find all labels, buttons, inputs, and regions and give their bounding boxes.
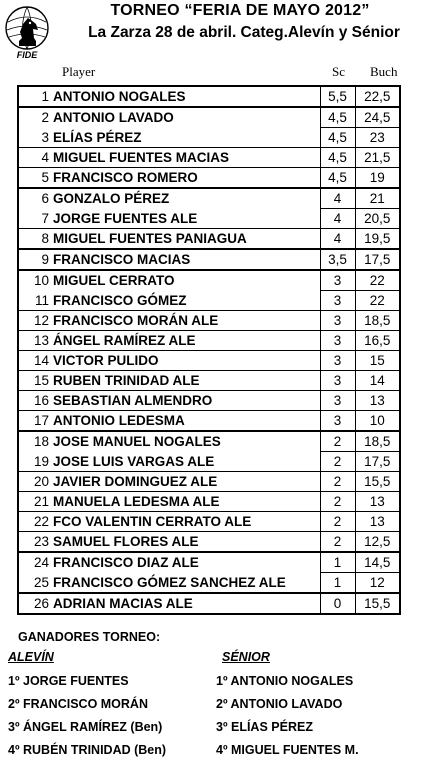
player-name-cell: ANTONIO LEDESMA	[51, 411, 320, 432]
player-name-cell: JAVIER DOMINGUEZ ALE	[51, 472, 320, 492]
player-name-cell: MIGUEL FUENTES MACIAS	[51, 148, 320, 168]
buchholz-cell: 17,5	[355, 452, 400, 472]
score-cell: 2	[320, 472, 355, 492]
score-cell: 2	[320, 532, 355, 553]
chess-knight-icon	[4, 4, 50, 60]
score-cell: 4	[320, 229, 355, 250]
column-header-buch: Buch	[370, 64, 398, 79]
score-cell: 2	[320, 431, 355, 452]
player-name-cell: FRANCISCO GÓMEZ SANCHEZ ALE	[51, 573, 320, 594]
table-row	[18, 128, 400, 148]
standings-table	[17, 85, 401, 615]
player-name-cell: RUBEN TRINIDAD ALE	[51, 371, 320, 391]
player-name-cell: SEBASTIAN ALMENDRO	[51, 391, 320, 411]
table-row	[18, 331, 400, 351]
buchholz-cell: 12	[355, 573, 400, 594]
player-name-cell: MIGUEL CERRATO	[51, 270, 320, 291]
buchholz-cell: 22	[355, 270, 400, 291]
buchholz-cell: 18,5	[355, 431, 400, 452]
list-item: 3º ELÍAS PÉREZ	[216, 720, 313, 734]
position-cell: 21	[18, 492, 51, 512]
table-row	[18, 311, 400, 331]
player-name-cell: FRANCISCO MORÁN ALE	[51, 311, 320, 331]
player-name-cell: FRANCISCO ROMERO	[51, 168, 320, 189]
position-cell: 24	[18, 552, 51, 573]
score-cell: 1	[320, 573, 355, 594]
buchholz-cell: 20,5	[355, 209, 400, 229]
player-name-cell: JOSE LUIS VARGAS ALE	[51, 452, 320, 472]
player-name-cell: FRANCISCO DIAZ ALE	[51, 552, 320, 573]
svg-text:FIDE: FIDE	[16, 50, 38, 60]
position-cell: 6	[18, 188, 51, 209]
score-cell: 2	[320, 492, 355, 512]
column-header-sc: Sc	[332, 64, 345, 79]
position-cell: 15	[18, 371, 51, 391]
table-row	[18, 573, 400, 594]
score-cell: 2	[320, 512, 355, 532]
player-name-cell: SAMUEL FLORES ALE	[51, 532, 320, 553]
position-cell: 20	[18, 472, 51, 492]
position-cell: 16	[18, 391, 51, 411]
position-cell: 7	[18, 209, 51, 229]
score-cell: 3	[320, 311, 355, 331]
table-row	[18, 492, 400, 512]
position-cell: 17	[18, 411, 51, 432]
player-name-cell: ANTONIO LAVADO	[51, 107, 320, 128]
score-cell: 4,5	[320, 128, 355, 148]
table-row	[18, 291, 400, 311]
position-cell: 23	[18, 532, 51, 553]
player-name-cell: ÁNGEL RAMÍREZ ALE	[51, 331, 320, 351]
table-row	[18, 229, 400, 250]
column-header-player: Player	[62, 64, 96, 79]
position-cell: 11	[18, 291, 51, 311]
fide-logo	[4, 4, 50, 60]
standings-body	[18, 86, 400, 614]
player-name-cell: FCO VALENTIN CERRATO ALE	[51, 512, 320, 532]
position-cell: 10	[18, 270, 51, 291]
buchholz-cell: 15	[355, 351, 400, 371]
page-subtitle: La Zarza 28 de abril. Categ.Alevín y Sénior	[88, 24, 400, 41]
category-senior-heading: SÉNIOR	[222, 650, 270, 664]
buchholz-cell: 14	[355, 371, 400, 391]
score-cell: 0	[320, 593, 355, 614]
buchholz-cell: 15,5	[355, 593, 400, 614]
player-name-cell: GONZALO PÉREZ	[51, 188, 320, 209]
buchholz-cell: 12,5	[355, 532, 400, 553]
buchholz-cell: 10	[355, 411, 400, 432]
senior-winners-list	[216, 670, 359, 762]
table-row	[18, 512, 400, 532]
table-row	[18, 86, 400, 107]
table-row	[18, 188, 400, 209]
table-row	[18, 472, 400, 492]
table-row	[18, 452, 400, 472]
position-cell: 2	[18, 107, 51, 128]
list-item: 3º ÁNGEL RAMÍREZ (Ben)	[8, 720, 163, 734]
buchholz-cell: 19	[355, 168, 400, 189]
score-cell: 3	[320, 391, 355, 411]
position-cell: 4	[18, 148, 51, 168]
player-name-cell: FRANCISCO GÓMEZ	[51, 291, 320, 311]
player-name-cell: MIGUEL FUENTES PANIAGUA	[51, 229, 320, 250]
list-item: 1º ANTONIO NOGALES	[216, 674, 354, 688]
list-item: 2º FRANCISCO MORÁN	[8, 697, 148, 711]
score-cell: 5,5	[320, 86, 355, 107]
player-name-cell: JORGE FUENTES ALE	[51, 209, 320, 229]
list-item: 2º ANTONIO LAVADO	[216, 697, 343, 711]
buchholz-cell: 21	[355, 188, 400, 209]
buchholz-cell: 13	[355, 492, 400, 512]
player-name-cell: ANTONIO NOGALES	[51, 86, 320, 107]
player-name-cell: ADRIAN MACIAS ALE	[51, 593, 320, 614]
position-cell: 19	[18, 452, 51, 472]
page-title: TORNEO “FERIA DE MAYO 2012”	[110, 2, 370, 19]
score-cell: 3,5	[320, 249, 355, 270]
score-cell: 4	[320, 188, 355, 209]
player-name-cell: JOSE MANUEL NOGALES	[51, 431, 320, 452]
alevin-winners-list	[8, 670, 166, 762]
table-row	[18, 552, 400, 573]
table-row	[18, 411, 400, 432]
score-cell: 3	[320, 331, 355, 351]
buchholz-cell: 21,5	[355, 148, 400, 168]
score-cell: 4,5	[320, 148, 355, 168]
list-item: 1º JORGE FUENTES	[8, 674, 129, 688]
table-row	[18, 532, 400, 553]
buchholz-cell: 15,5	[355, 472, 400, 492]
position-cell: 25	[18, 573, 51, 594]
buchholz-cell: 13	[355, 512, 400, 532]
list-item: 4º MIGUEL FUENTES M.	[216, 743, 359, 757]
position-cell: 3	[18, 128, 51, 148]
player-name-cell: FRANCISCO MACIAS	[51, 249, 320, 270]
score-cell: 1	[320, 552, 355, 573]
position-cell: 5	[18, 168, 51, 189]
score-cell: 3	[320, 371, 355, 391]
position-cell: 26	[18, 593, 51, 614]
table-row	[18, 209, 400, 229]
score-cell: 2	[320, 452, 355, 472]
position-cell: 22	[18, 512, 51, 532]
buchholz-cell: 19,5	[355, 229, 400, 250]
buchholz-cell: 18,5	[355, 311, 400, 331]
position-cell: 14	[18, 351, 51, 371]
position-cell: 18	[18, 431, 51, 452]
buchholz-cell: 22	[355, 291, 400, 311]
buchholz-cell: 16,5	[355, 331, 400, 351]
score-cell: 4	[320, 209, 355, 229]
score-cell: 3	[320, 270, 355, 291]
list-item: 4º RUBÉN TRINIDAD (Ben)	[8, 743, 167, 757]
table-row	[18, 270, 400, 291]
table-row	[18, 107, 400, 128]
position-cell: 1	[18, 86, 51, 107]
score-cell: 3	[320, 351, 355, 371]
table-row	[18, 148, 400, 168]
buchholz-cell: 13	[355, 391, 400, 411]
score-cell: 4,5	[320, 107, 355, 128]
score-cell: 3	[320, 411, 355, 432]
position-cell: 13	[18, 331, 51, 351]
table-row	[18, 593, 400, 614]
table-row	[18, 168, 400, 189]
header	[0, 0, 431, 62]
category-alevin-heading: ALEVÍN	[8, 650, 54, 664]
table-row	[18, 351, 400, 371]
score-cell: 4,5	[320, 168, 355, 189]
score-cell: 3	[320, 291, 355, 311]
table-row	[18, 249, 400, 270]
table-row	[18, 371, 400, 391]
player-name-cell: VICTOR PULIDO	[51, 351, 320, 371]
buchholz-cell: 14,5	[355, 552, 400, 573]
position-cell: 9	[18, 249, 51, 270]
buchholz-cell: 22,5	[355, 86, 400, 107]
player-name-cell: MANUELA LEDESMA ALE	[51, 492, 320, 512]
winners-title: GANADORES TORNEO:	[18, 630, 161, 644]
buchholz-cell: 24,5	[355, 107, 400, 128]
table-row	[18, 431, 400, 452]
position-cell: 12	[18, 311, 51, 331]
table-row	[18, 391, 400, 411]
buchholz-cell: 17,5	[355, 249, 400, 270]
player-name-cell: ELÍAS PÉREZ	[51, 128, 320, 148]
position-cell: 8	[18, 229, 51, 250]
buchholz-cell: 23	[355, 128, 400, 148]
